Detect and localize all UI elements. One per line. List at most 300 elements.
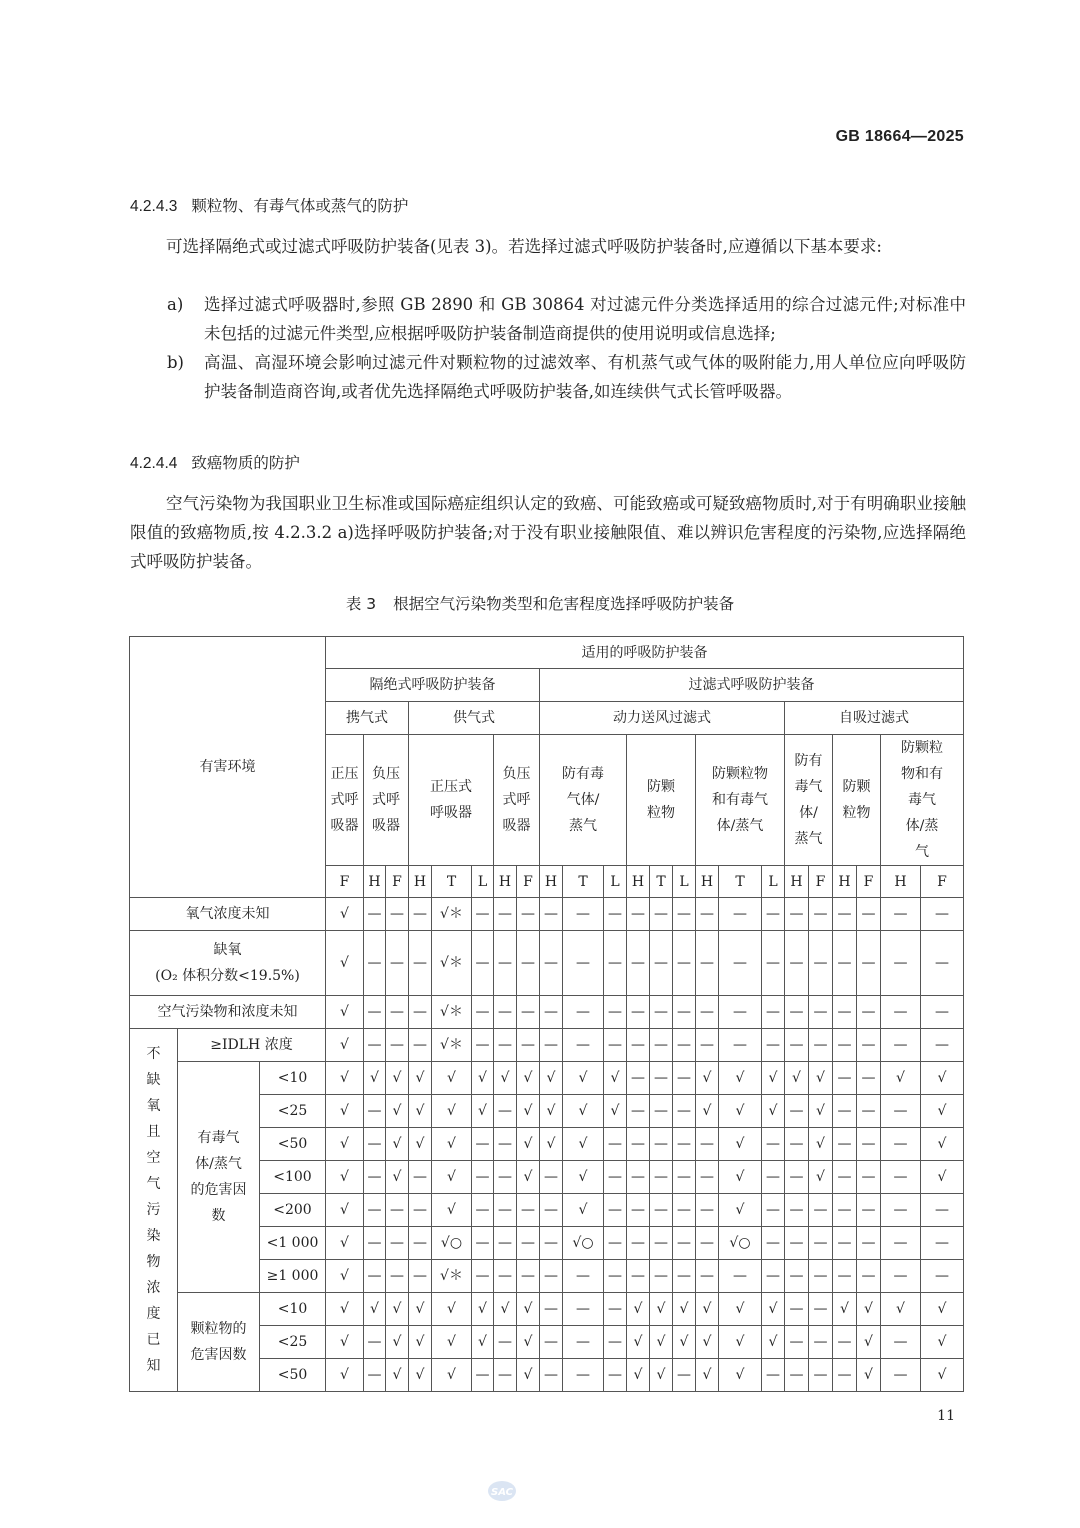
value-cell: √ — [472, 1062, 494, 1095]
value-cell: — — [809, 1293, 833, 1326]
value-cell: — — [696, 1128, 719, 1161]
value-cell: √ — [762, 1095, 785, 1128]
value-cell: √ — [326, 1062, 364, 1095]
value-cell: √ — [386, 1161, 409, 1194]
value-cell: — — [833, 1194, 857, 1227]
value-cell: √ — [494, 1293, 517, 1326]
value-cell: — — [673, 1260, 696, 1293]
value-cell: — — [921, 996, 964, 1029]
value-cell: — — [809, 1326, 833, 1359]
value-cell: — — [386, 1029, 409, 1062]
value-cell: — — [540, 1029, 563, 1062]
value-cell: √ — [540, 1062, 563, 1095]
value-cell: √ — [432, 1293, 472, 1326]
code-cell: H — [833, 866, 857, 898]
value-cell: — — [563, 1293, 604, 1326]
hazard-factor: <10 — [260, 1293, 326, 1326]
value-cell: √ — [809, 1062, 833, 1095]
value-cell: — — [719, 1260, 762, 1293]
value-cell: — — [881, 1095, 921, 1128]
value-cell: — — [364, 1260, 386, 1293]
value-cell: — — [386, 1227, 409, 1260]
value-cell: — — [540, 1227, 563, 1260]
value-cell: — — [604, 1260, 627, 1293]
value-cell: √ — [432, 1359, 472, 1392]
value-cell: — — [409, 1161, 432, 1194]
value-cell: √ — [364, 1293, 386, 1326]
value-cell: — — [472, 1359, 494, 1392]
value-cell: — — [517, 1194, 540, 1227]
value-cell: — — [833, 898, 857, 931]
value-cell: — — [540, 898, 563, 931]
value-cell: √ — [563, 1194, 604, 1227]
value-cell: √ — [432, 1161, 472, 1194]
sub-header: 防有毒气体/蒸气 — [785, 735, 833, 866]
table-caption — [0, 592, 1080, 614]
value-cell: — — [627, 1161, 650, 1194]
value-cell: — — [517, 1260, 540, 1293]
value-cell: √ — [540, 1095, 563, 1128]
value-cell: — — [857, 1095, 881, 1128]
value-cell: — — [673, 1161, 696, 1194]
value-cell: — — [857, 1194, 881, 1227]
value-cell: √ — [696, 1293, 719, 1326]
value-cell: √ — [409, 1293, 432, 1326]
code-cell: F — [921, 866, 964, 898]
value-cell: — — [540, 1326, 563, 1359]
value-cell: — — [719, 898, 762, 931]
value-cell: — — [604, 1227, 627, 1260]
value-cell: √ — [432, 1128, 472, 1161]
value-cell: — — [540, 1161, 563, 1194]
value-cell: — — [673, 1095, 696, 1128]
value-cell: √ — [326, 1095, 364, 1128]
paragraph — [130, 232, 966, 261]
value-cell: √ — [563, 1062, 604, 1095]
value-cell: — — [881, 1326, 921, 1359]
value-cell: √ — [326, 1326, 364, 1359]
value-cell: — — [627, 1227, 650, 1260]
value-cell: √ — [409, 1095, 432, 1128]
value-cell: √ — [719, 1293, 762, 1326]
value-cell: — — [809, 1359, 833, 1392]
table-row — [130, 1293, 964, 1326]
value-cell: √ — [432, 1326, 472, 1359]
value-cell: √＊ — [432, 898, 472, 931]
value-cell: √ — [517, 1161, 540, 1194]
hazard-factor: <200 — [260, 1194, 326, 1227]
value-cell: √ — [432, 1062, 472, 1095]
value-cell: — — [762, 898, 785, 931]
value-cell: — — [921, 1194, 964, 1227]
value-cell: √ — [809, 1128, 833, 1161]
value-cell: √ — [563, 1095, 604, 1128]
value-cell: — — [785, 931, 809, 996]
value-cell: √ — [517, 1293, 540, 1326]
value-cell: — — [604, 996, 627, 1029]
value-cell: √ — [364, 1062, 386, 1095]
value-cell: — — [857, 1260, 881, 1293]
value-cell: — — [650, 1260, 673, 1293]
section-number: 4.2.4.4 — [130, 455, 178, 472]
list-item-text: 选择过滤式呼吸器时,参照 GB 2890 和 GB 30864 对过滤元件分类选择适用的综合过滤元件;对标准中未包括的过滤元件类型,应根据呼吸防护装备制造商提供的使用说明或信息选择; — [204, 295, 966, 343]
value-cell: — — [494, 996, 517, 1029]
row-label-line: 缺氧 — [213, 942, 242, 958]
code-cell: L — [604, 866, 627, 898]
value-cell: √ — [650, 1359, 673, 1392]
value-cell: √ — [833, 1293, 857, 1326]
value-cell: — — [494, 1227, 517, 1260]
value-cell: √＊ — [432, 1029, 472, 1062]
powered-header: 动力送风过滤式 — [540, 702, 785, 735]
table-row — [130, 996, 964, 1029]
value-cell: — — [494, 1326, 517, 1359]
value-cell: √ — [627, 1326, 650, 1359]
value-cell: — — [627, 931, 650, 996]
value-cell: — — [696, 1227, 719, 1260]
value-cell: — — [627, 1062, 650, 1095]
value-cell: — — [857, 996, 881, 1029]
value-cell: — — [833, 931, 857, 996]
value-cell: — — [494, 1029, 517, 1062]
supplied-header: 供气式 — [409, 702, 540, 735]
value-cell: — — [540, 996, 563, 1029]
value-cell: — — [604, 1359, 627, 1392]
value-cell: — — [494, 1260, 517, 1293]
value-cell: — — [650, 1095, 673, 1128]
value-cell: — — [809, 1227, 833, 1260]
code-cell: T — [563, 866, 604, 898]
value-cell: √ — [785, 1062, 809, 1095]
list-item-text: 高温、高湿环境会影响过滤元件对颗粒物的过滤效率、有机蒸气或气体的吸附能力,用人单位应向呼吸防护装备制造商咨询,或者优先选择隔绝式呼吸防护装备,如连续供气式长管呼吸器。 — [204, 353, 966, 401]
table-number: 表 3 — [345, 595, 377, 613]
value-cell: — — [696, 1194, 719, 1227]
value-cell: — — [650, 931, 673, 996]
value-cell: — — [719, 1029, 762, 1062]
value-cell: — — [604, 898, 627, 931]
code-cell: H — [540, 866, 563, 898]
value-cell: — — [650, 1029, 673, 1062]
value-cell: √ — [719, 1359, 762, 1392]
value-cell: — — [472, 1029, 494, 1062]
value-cell: — — [540, 1359, 563, 1392]
value-cell: √ — [409, 1062, 432, 1095]
value-cell: — — [604, 1194, 627, 1227]
value-cell: √ — [326, 1161, 364, 1194]
value-cell: — — [881, 1194, 921, 1227]
value-cell: √ — [921, 1326, 964, 1359]
value-cell: — — [650, 1062, 673, 1095]
value-cell: — — [604, 1161, 627, 1194]
factor-group-label — [178, 1062, 260, 1293]
value-cell: √ — [432, 1095, 472, 1128]
value-cell: — — [364, 1326, 386, 1359]
hazard-factor: <25 — [260, 1326, 326, 1359]
value-cell: √ — [517, 1359, 540, 1392]
value-cell: √ — [326, 1128, 364, 1161]
value-cell: — — [762, 1260, 785, 1293]
value-cell: √ — [409, 1326, 432, 1359]
value-cell: — — [650, 1161, 673, 1194]
value-cell: — — [785, 1359, 809, 1392]
value-cell: √ — [696, 1062, 719, 1095]
value-cell: √ — [696, 1095, 719, 1128]
value-cell: — — [627, 996, 650, 1029]
factor-group-text: 颗粒物的危害因数 — [190, 1321, 247, 1363]
value-cell: √ — [326, 931, 364, 996]
value-cell: √ — [762, 1293, 785, 1326]
value-cell: — — [494, 1359, 517, 1392]
value-cell: √ — [627, 1293, 650, 1326]
value-cell: — — [785, 1227, 809, 1260]
value-cell: — — [719, 996, 762, 1029]
value-cell: — — [563, 1260, 604, 1293]
value-cell: — — [833, 1029, 857, 1062]
code-cell: T — [719, 866, 762, 898]
value-cell: — — [762, 1359, 785, 1392]
value-cell: √ — [719, 1161, 762, 1194]
value-cell: — — [604, 1029, 627, 1062]
value-cell: √ — [472, 1293, 494, 1326]
value-cell: — — [785, 1161, 809, 1194]
value-cell: — — [833, 1062, 857, 1095]
value-cell: — — [696, 1260, 719, 1293]
value-cell: — — [409, 931, 432, 996]
code-cell: L — [472, 866, 494, 898]
value-cell: √ — [921, 1161, 964, 1194]
value-cell: — — [472, 1161, 494, 1194]
value-cell: — — [809, 1194, 833, 1227]
value-cell: — — [563, 1326, 604, 1359]
value-cell: — — [650, 1128, 673, 1161]
value-cell: — — [881, 931, 921, 996]
value-cell: — — [364, 898, 386, 931]
code-cell: H — [627, 866, 650, 898]
code-cell: L — [762, 866, 785, 898]
applicable-header: 适用的呼吸防护装备 — [326, 637, 964, 669]
value-cell: — — [364, 1029, 386, 1062]
value-cell: — — [809, 996, 833, 1029]
value-cell: √ — [719, 1326, 762, 1359]
value-cell: — — [673, 1359, 696, 1392]
value-cell: — — [881, 996, 921, 1029]
carried-header: 携气式 — [326, 702, 409, 735]
value-cell: — — [364, 1128, 386, 1161]
value-cell: √ — [650, 1326, 673, 1359]
value-cell: — — [364, 931, 386, 996]
value-cell: — — [472, 1128, 494, 1161]
value-cell: — — [517, 898, 540, 931]
value-cell: — — [563, 1029, 604, 1062]
row-label: ≥IDLH 浓度 — [178, 1029, 326, 1062]
value-cell: — — [517, 1029, 540, 1062]
value-cell: — — [785, 1095, 809, 1128]
value-cell: — — [650, 1194, 673, 1227]
value-cell: — — [762, 1161, 785, 1194]
value-cell: — — [857, 1161, 881, 1194]
value-cell: √ — [326, 1260, 364, 1293]
row-label — [130, 931, 326, 996]
value-cell: — — [809, 1260, 833, 1293]
value-cell: — — [627, 898, 650, 931]
value-cell: — — [673, 1194, 696, 1227]
code-cell: F — [857, 866, 881, 898]
value-cell: √ — [809, 1095, 833, 1128]
code-cell: H — [696, 866, 719, 898]
value-cell: √ — [762, 1326, 785, 1359]
value-cell: — — [540, 931, 563, 996]
value-cell: — — [921, 1029, 964, 1062]
value-cell: √ — [386, 1359, 409, 1392]
value-cell: — — [857, 1227, 881, 1260]
hazard-factor: <50 — [260, 1359, 326, 1392]
paragraph — [130, 489, 966, 576]
value-cell: — — [627, 1029, 650, 1062]
value-cell: — — [921, 1227, 964, 1260]
value-cell: — — [364, 1095, 386, 1128]
value-cell: — — [833, 1095, 857, 1128]
value-cell: √ — [472, 1326, 494, 1359]
value-cell: — — [409, 996, 432, 1029]
list-marker: b) — [167, 353, 184, 372]
group-label-text: 不缺氧且空气污染物浓度已知 — [146, 1046, 161, 1374]
value-cell: — — [785, 1194, 809, 1227]
sub-header: 防有毒气体/蒸气 — [540, 735, 627, 866]
value-cell: — — [881, 1161, 921, 1194]
section-title: 致癌物质的防护 — [191, 454, 300, 472]
row-label-line: (O₂ 体积分数<19.5%) — [155, 968, 300, 984]
value-cell: — — [627, 1194, 650, 1227]
sub-header: 防颗粒物 — [833, 735, 881, 866]
value-cell: √＊ — [432, 931, 472, 996]
value-cell: — — [881, 1227, 921, 1260]
value-cell: √○ — [563, 1227, 604, 1260]
value-cell: — — [517, 931, 540, 996]
hazard-factor: ≥1 000 — [260, 1260, 326, 1293]
value-cell: — — [627, 1260, 650, 1293]
value-cell: √ — [386, 1128, 409, 1161]
protection-selection-table — [129, 636, 964, 1392]
value-cell: — — [857, 1062, 881, 1095]
factor-group-label — [178, 1293, 260, 1392]
value-cell: √ — [386, 1326, 409, 1359]
value-cell: — — [673, 1029, 696, 1062]
value-cell: √ — [517, 1128, 540, 1161]
value-cell: √ — [326, 898, 364, 931]
value-cell: — — [809, 898, 833, 931]
value-cell: √ — [719, 1095, 762, 1128]
value-cell: — — [921, 1260, 964, 1293]
value-cell: √ — [326, 1359, 364, 1392]
code-cell: H — [494, 866, 517, 898]
list-item — [167, 290, 966, 348]
code-cell: H — [409, 866, 432, 898]
value-cell: √ — [881, 1293, 921, 1326]
value-cell: √ — [604, 1095, 627, 1128]
value-cell: — — [540, 1194, 563, 1227]
hazard-factor: <100 — [260, 1161, 326, 1194]
list-item — [167, 348, 966, 406]
value-cell: — — [785, 1128, 809, 1161]
code-cell: F — [809, 866, 833, 898]
value-cell: — — [494, 1161, 517, 1194]
value-cell: — — [650, 996, 673, 1029]
value-cell: — — [833, 1128, 857, 1161]
value-cell: — — [364, 1194, 386, 1227]
sub-header: 正压式呼吸器 — [409, 735, 494, 866]
value-cell: — — [563, 931, 604, 996]
value-cell: — — [517, 996, 540, 1029]
value-cell: — — [472, 1194, 494, 1227]
value-cell: √ — [719, 1062, 762, 1095]
value-cell: — — [762, 1029, 785, 1062]
value-cell: — — [386, 931, 409, 996]
value-cell: √ — [857, 1359, 881, 1392]
value-cell: √ — [650, 1293, 673, 1326]
sub-header: 防颗粒物和有毒气体/蒸气 — [881, 735, 964, 866]
value-cell: — — [696, 898, 719, 931]
value-cell: √ — [921, 1062, 964, 1095]
value-cell: — — [857, 898, 881, 931]
value-cell: — — [673, 1128, 696, 1161]
value-cell: — — [921, 931, 964, 996]
section-heading-4-2-4-4 — [130, 451, 300, 473]
value-cell: — — [762, 996, 785, 1029]
value-cell: √ — [563, 1161, 604, 1194]
code-cell: T — [650, 866, 673, 898]
value-cell: √ — [409, 1128, 432, 1161]
table-row — [130, 1062, 964, 1095]
table-title: 根据空气污染物类型和危害程度选择呼吸防护装备 — [393, 595, 735, 613]
value-cell: — — [809, 931, 833, 996]
value-cell: — — [650, 898, 673, 931]
code-cell: L — [673, 866, 696, 898]
value-cell: √ — [809, 1161, 833, 1194]
value-cell: — — [833, 1326, 857, 1359]
isolating-header: 隔绝式呼吸防护装备 — [326, 669, 540, 702]
value-cell: — — [809, 1029, 833, 1062]
value-cell: — — [673, 996, 696, 1029]
value-cell: √ — [432, 1194, 472, 1227]
value-cell: — — [494, 1194, 517, 1227]
value-cell: — — [364, 1227, 386, 1260]
value-cell: √＊ — [432, 996, 472, 1029]
value-cell: — — [696, 1029, 719, 1062]
env-header: 有害环境 — [130, 637, 326, 898]
value-cell: — — [386, 898, 409, 931]
section-heading-4-2-4-3 — [130, 194, 408, 216]
value-cell: — — [386, 1194, 409, 1227]
value-cell: — — [409, 1029, 432, 1062]
value-cell: √ — [494, 1062, 517, 1095]
value-cell: — — [857, 1029, 881, 1062]
code-cell: F — [517, 866, 540, 898]
code-cell: F — [386, 866, 409, 898]
value-cell: — — [472, 898, 494, 931]
value-cell: — — [881, 1359, 921, 1392]
value-cell: — — [696, 1161, 719, 1194]
value-cell: — — [364, 1161, 386, 1194]
value-cell: — — [785, 1326, 809, 1359]
value-cell: — — [881, 1128, 921, 1161]
value-cell: √＊ — [432, 1260, 472, 1293]
row-label: 氧气浓度未知 — [130, 898, 326, 931]
value-cell: √ — [673, 1293, 696, 1326]
value-cell: √ — [326, 1194, 364, 1227]
value-cell: √ — [563, 1128, 604, 1161]
value-cell: — — [386, 996, 409, 1029]
value-cell: — — [673, 898, 696, 931]
